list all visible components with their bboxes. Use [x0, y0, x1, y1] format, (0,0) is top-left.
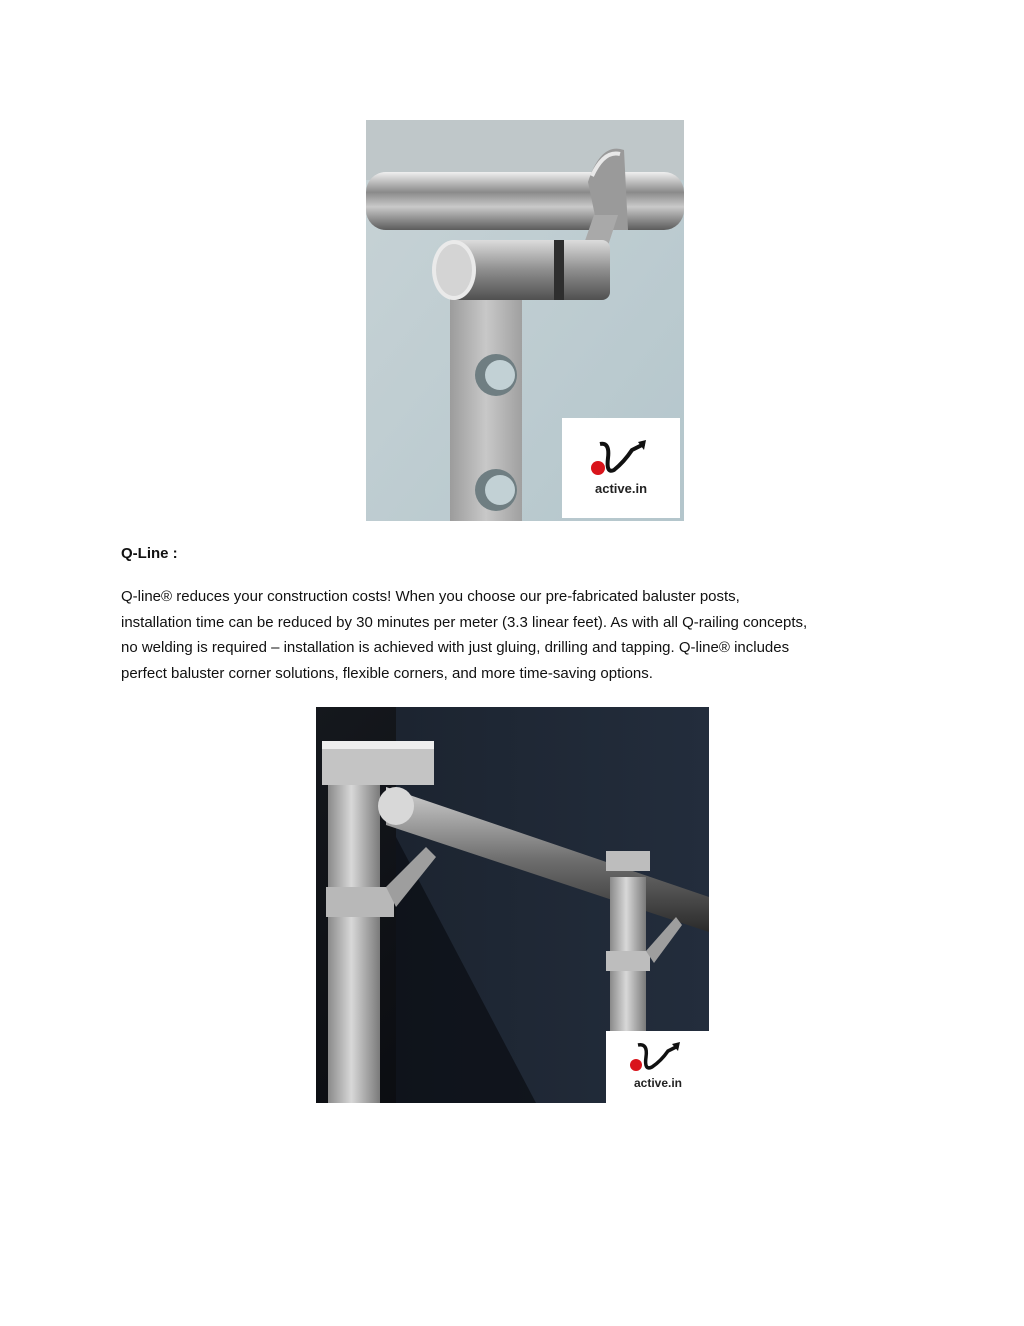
paragraph-line: installation time can be reduced by 30 minutes per meter (3.3 linear feet). As with all Q-railing concepts,	[121, 613, 808, 631]
logo-text: active.in	[633, 1076, 683, 1090]
logo-text: active.in	[594, 481, 648, 496]
handrail-bracket-photo	[366, 120, 684, 521]
paragraph-line: perfect baluster corner solutions, flexible corners, and more time-saving options.	[121, 664, 653, 682]
glass-balustrade-photo	[316, 707, 709, 1103]
active-in-logo-mark	[562, 418, 680, 518]
description-paragraph	[121, 584, 921, 686]
active-in-logo-mark	[606, 1031, 709, 1103]
active-in-logo	[562, 418, 680, 518]
active-in-logo	[606, 1031, 709, 1103]
paragraph-line: no welding is required – installation is achieved with just gluing, drilling and tapping. Q-line® includes	[121, 639, 790, 656]
section-heading: Q-Line :	[121, 545, 178, 562]
paragraph-line: Q-line® reduces your construction costs! When you choose our pre-fabricated baluster posts,	[121, 588, 740, 605]
